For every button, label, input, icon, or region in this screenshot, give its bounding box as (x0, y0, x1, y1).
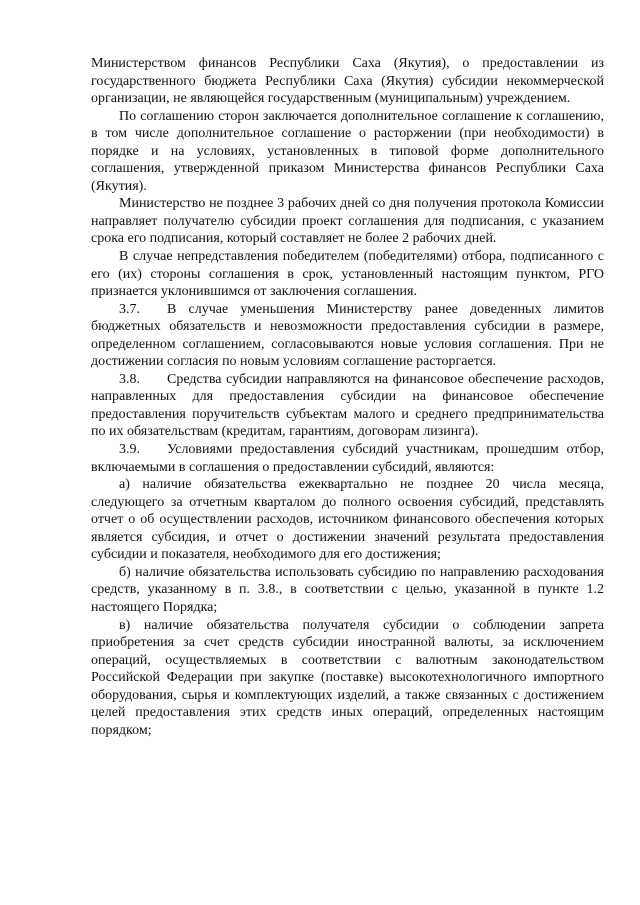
paragraph-text: В случае уменьшения Министерству ранее доведенных лимитов бюджетных обязательств и невозможности предоставления субсидии в размере, определенном соглашением, согласовываются новые условия соглашения. При не достижении согласия по новым условиям соглашение расторгается. (91, 301, 604, 370)
clause-number: 3.7. (119, 301, 140, 317)
clause-number: 3.9. (119, 442, 140, 458)
condition-b (91, 564, 604, 617)
clause-number: 3.8. (119, 371, 140, 387)
paragraph-non-submission (91, 248, 604, 301)
condition-a (91, 476, 604, 564)
clause-3-9 (91, 441, 604, 476)
paragraph-text: б) наличие обязательства использовать субсидию по направлению расходования средств, указанному в п. 3.8., в соответствии с целью, указанной в пункте 1.2 настоящего Порядка; (91, 564, 604, 615)
clause-3-7 (91, 301, 604, 371)
paragraph-text: По соглашению сторон заключается дополнительное соглашение к соглашению, в том числе дополнительное соглашение о расторжении (при необходимости) в порядке и на условиях, установленных в типовой форме дополнительного соглашения, утвержденной приказом Министерства финансов Республики Саха (Якутия). (91, 108, 604, 194)
paragraph-text: а) наличие обязательства ежеквартально не позднее 20 числа месяца, следующего за отчетным кварталом до полного освоения субсидий, представлять отчет о об осуществлении расходов, источником финансового обеспечения которых является субсидия, и отчет о достижении значений результата предоставления субсидии и показателя, необходимого для его достижения; (91, 477, 604, 563)
paragraph-ministry-deadline (91, 195, 604, 248)
paragraph-text: Средства субсидии направляются на финансовое обеспечение расходов, направленных для предоставления субсидии на финансовое обеспечение предоставления поручительств субъектам малого и среднего предпринимательства по их обязательствам (кредитам, гарантиям, договорам лизинга). (91, 371, 604, 440)
paragraph-text: в) наличие обязательства получателя субсидии о соблюдении запрета приобретения за счет средств субсидии иностранной валюты, за исключением операций, осуществляемых в соответствии с валютным законодательством Российской Федерации при закупке (поставке) высокотехнологичного импортного оборудования, сырья и комплектующих изделий, а также связанных с достижением целей предоставления этих средств иных операций, определенных настоящим порядком; (91, 617, 604, 738)
paragraph-text: Министерством финансов Республики Саха (Якутия), о предоставлении из государственного бюджета Республики Саха (Якутия) субсидии некоммерческой организации, не являющейся государственным (муниципальным) учреждением. (91, 56, 604, 107)
paragraph-text: Министерство не позднее 3 рабочих дней со дня получения протокола Комиссии направляет получателю субсидии проект соглашения для подписания, с указанием срока его подписания, который составляет не более 2 рабочих дней. (91, 196, 604, 247)
paragraph-text: Условиями предоставления субсидий участникам, прошедшим отбор, включаемыми в соглашения о предоставлении субсидий, являются: (91, 442, 604, 475)
condition-v (91, 617, 604, 740)
paragraph-text: В случае непредставления победителем (победителями) отбора, подписанного с его (их) стороны соглашения в срок, установленный настоящим пунктом, РГО признается уклонившимся от заключения соглашения. (91, 249, 604, 300)
paragraph-continuation (91, 55, 604, 108)
clause-3-8 (91, 371, 604, 441)
paragraph-additional-agreement (91, 108, 604, 196)
